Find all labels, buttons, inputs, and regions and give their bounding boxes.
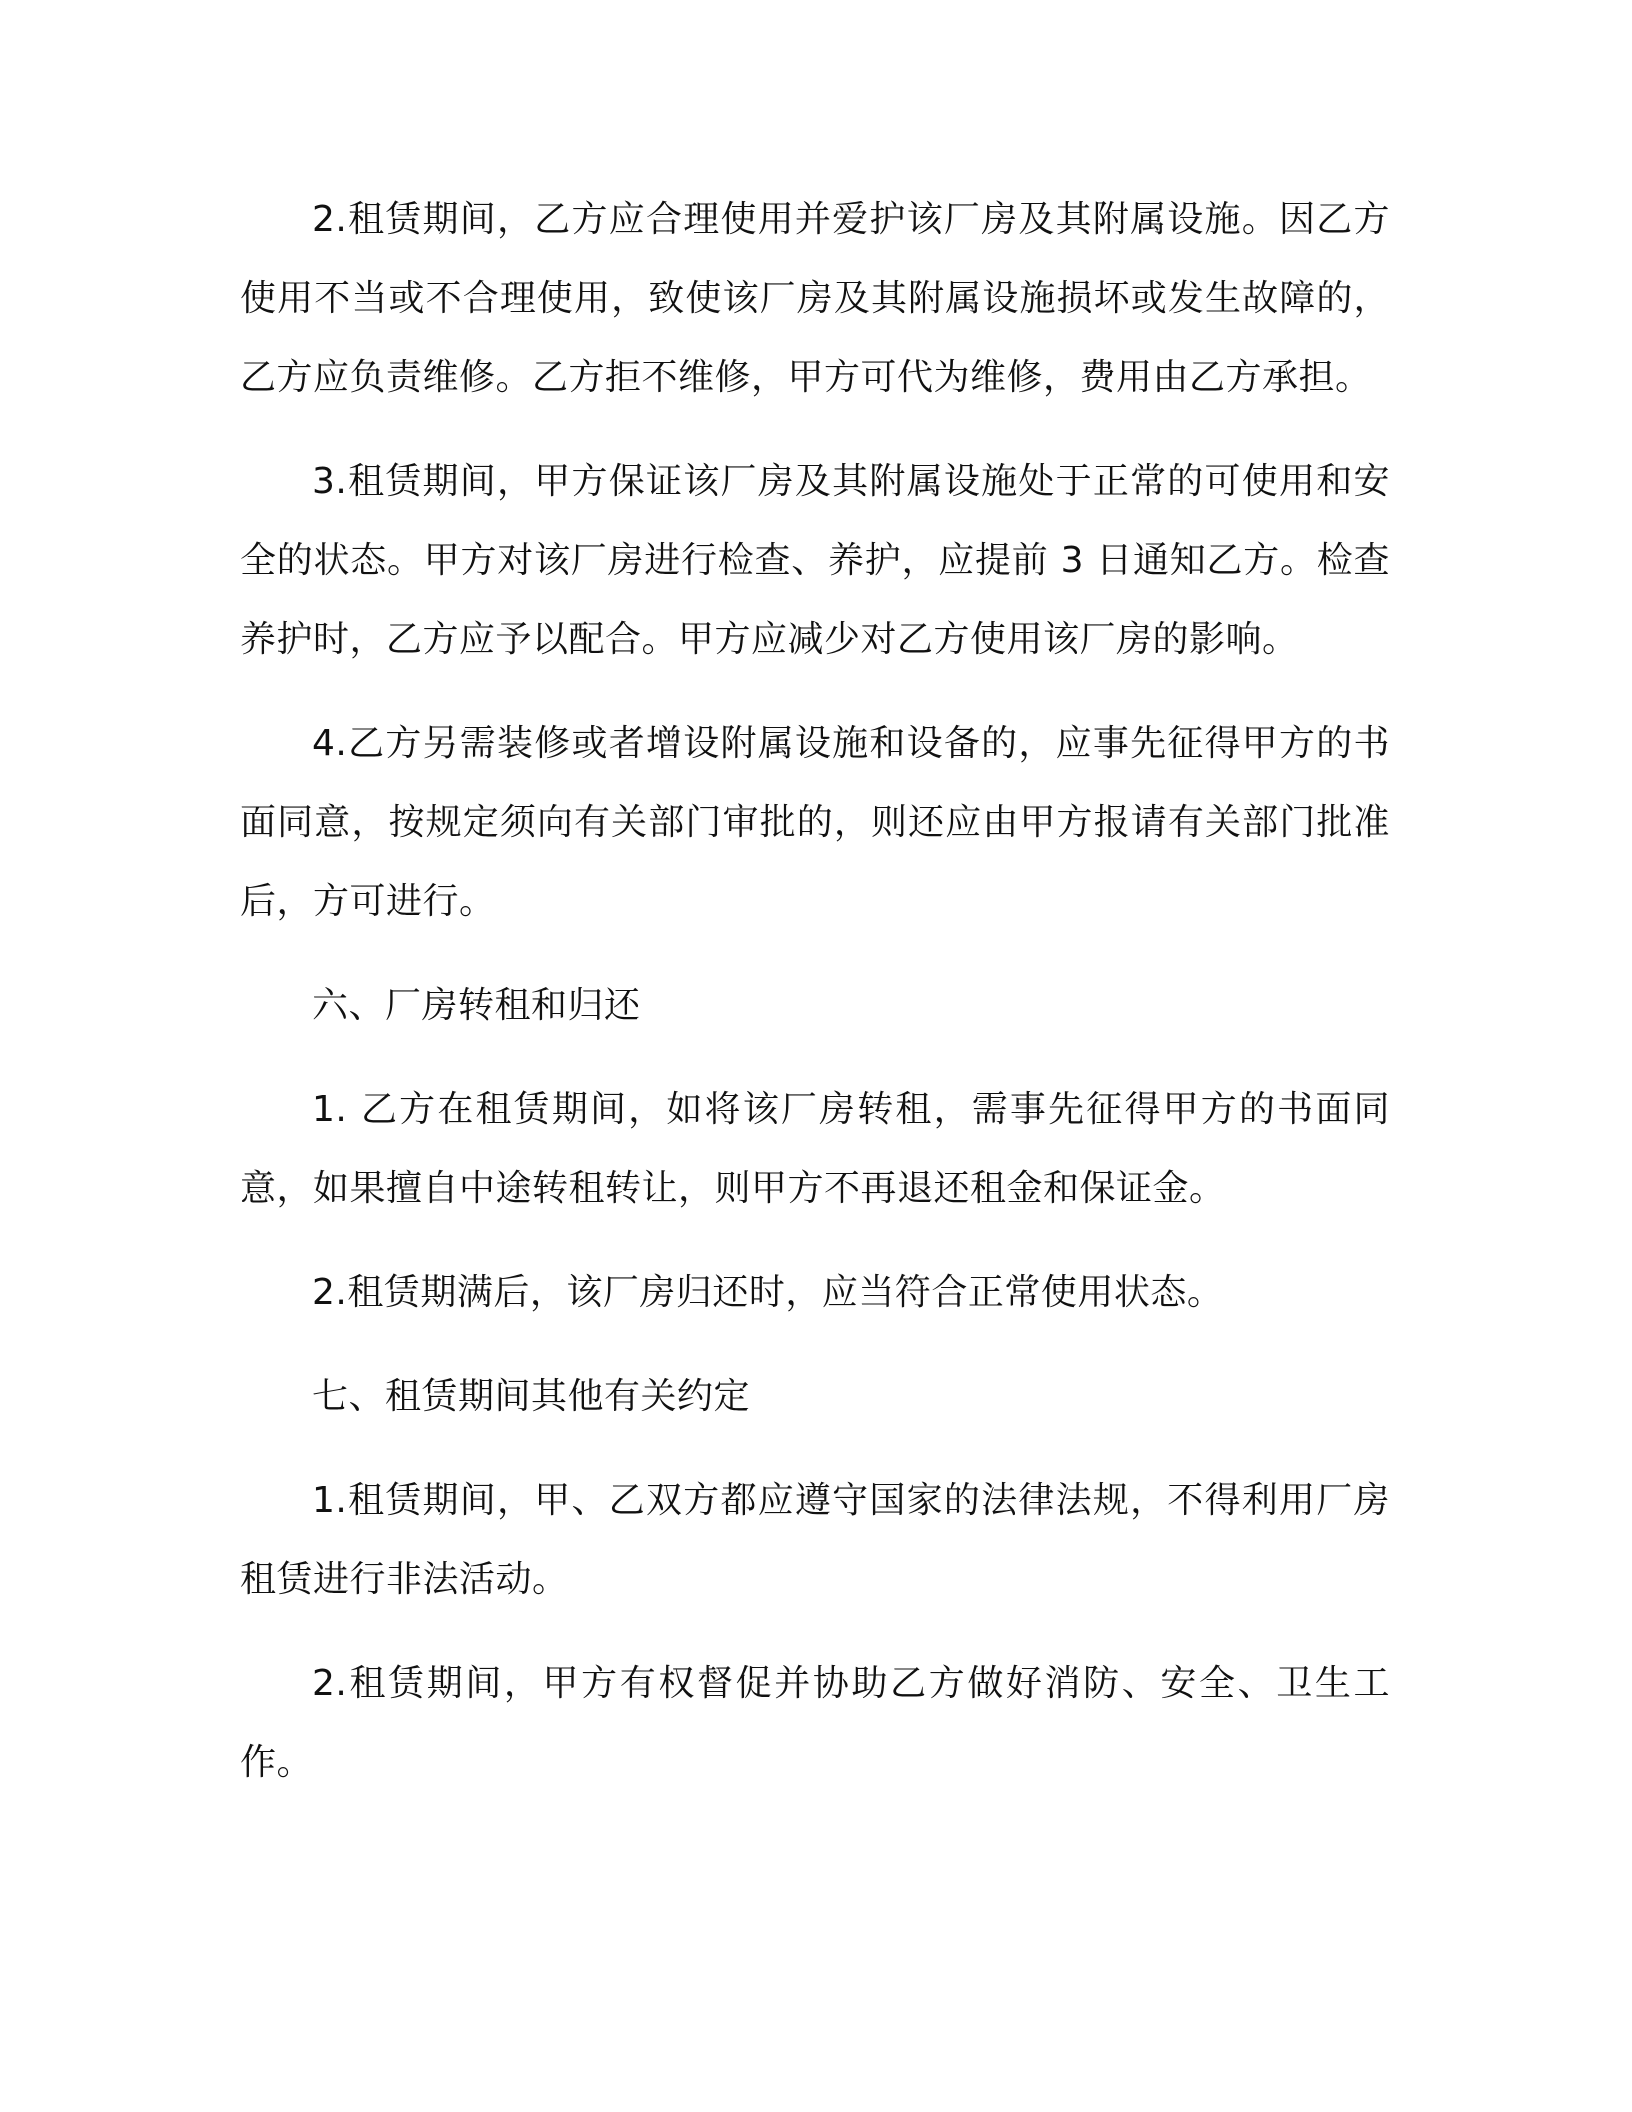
clause-5-3: 3.租赁期间，甲方保证该厂房及其附属设施处于正常的可使用和安全的状态。甲方对该厂房进行检查、养护，应提前 3 日通知乙方。检查养护时，乙方应予以配合。甲方应减少对乙方使用该厂房的影响。 xyxy=(240,461,1390,660)
clause-5-2: 2.租赁期间，乙方应合理使用并爱护该厂房及其附属设施。因乙方使用不当或不合理使用，致使该厂房及其附属设施损坏或发生故障的，乙方应负责维修。乙方拒不维修，甲方可代为维修，费用由乙方承担。 xyxy=(240,199,1390,398)
clause-7-1: 1.租赁期间，甲、乙双方都应遵守国家的法律法规，不得利用厂房租赁进行非法活动。 xyxy=(240,1480,1390,1600)
section-heading-7: 七、租赁期间其他有关约定 xyxy=(312,1376,751,1417)
clause-6-2: 2.租赁期满后，该厂房归还时，应当符合正常使用状态。 xyxy=(312,1272,1224,1313)
clause-6-1: 1. 乙方在租赁期间，如将该厂房转租，需事先征得甲方的书面同意，如果擅自中途转租转让，则甲方不再退还租金和保证金。 xyxy=(240,1089,1390,1209)
section-heading-6: 六、厂房转租和归还 xyxy=(312,985,641,1026)
document-page xyxy=(240,180,1390,1827)
clause-7-2: 2.租赁期间，甲方有权督促并协助乙方做好消防、安全、卫生工作。 xyxy=(240,1663,1390,1783)
clause-5-4: 4.乙方另需装修或者增设附属设施和设备的，应事先征得甲方的书面同意，按规定须向有关部门审批的，则还应由甲方报请有关部门批准后，方可进行。 xyxy=(240,723,1390,922)
